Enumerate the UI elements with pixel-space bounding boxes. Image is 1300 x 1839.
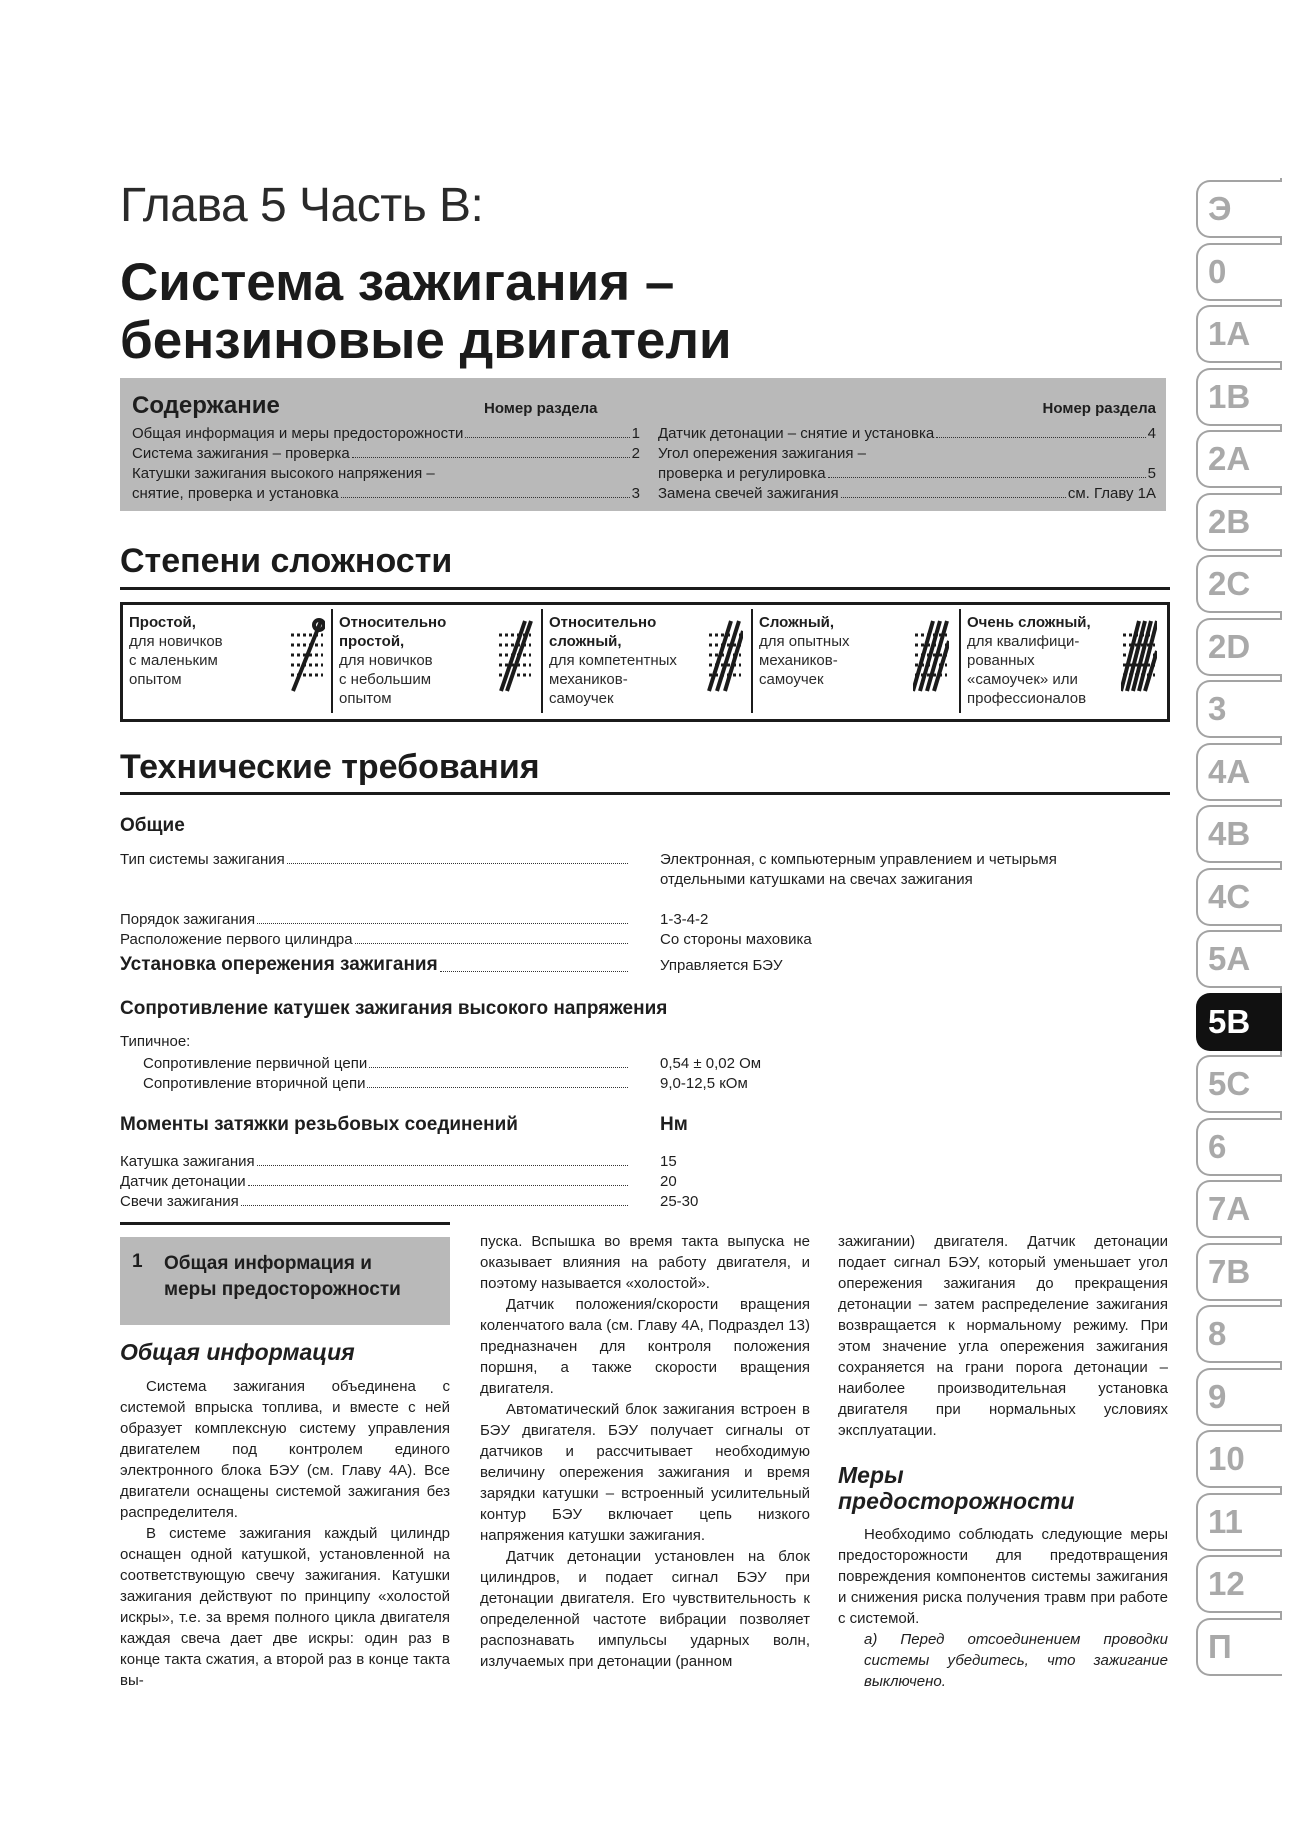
toc-item[interactable]: [132, 462, 640, 482]
difficulty-desc: для новичков: [129, 633, 223, 650]
specs-heading: Технические требования: [120, 748, 540, 786]
difficulty-desc: самоучек: [759, 671, 824, 688]
precautions-heading-line-2: предосторожности: [838, 1488, 1075, 1514]
spec-row: [120, 908, 630, 928]
contents-box: [120, 378, 1166, 511]
spec-value: 15: [660, 1153, 677, 1170]
spec-value: 20: [660, 1173, 677, 1190]
coil-heading: Сопротивление катушек зажигания высокого напряжения: [120, 998, 668, 1019]
toc-item[interactable]: [132, 422, 640, 442]
chapter-tab[interactable]: 4A: [1196, 743, 1282, 801]
difficulty-desc: рованных: [967, 652, 1035, 669]
chapter-tab[interactable]: Э: [1196, 180, 1282, 238]
spec-row: [120, 952, 630, 976]
spec-value: 1-3-4-2: [660, 911, 709, 928]
chapter-tab[interactable]: 2D: [1196, 618, 1282, 676]
torque-unit: Нм: [660, 1114, 688, 1135]
spanner-3-icon: [707, 615, 743, 695]
paragraph: пуска. Вспышка во время такта выпуска не оказывает влияния на работу двигателя, и поэтому называется «холостой».: [480, 1233, 810, 1292]
spec-value: Управляется БЭУ: [660, 957, 783, 974]
difficulty-level-4: [759, 613, 909, 711]
chapter-tab[interactable]: 2B: [1196, 493, 1282, 551]
spec-row: [120, 1190, 630, 1210]
spec-label: Датчик детонации: [120, 1173, 246, 1190]
spec-row: [143, 1052, 630, 1072]
spec-label: Сопротивление вторичной цепи: [143, 1075, 366, 1092]
difficulty-level-2: [339, 613, 489, 711]
section-1-box: [120, 1237, 450, 1325]
chapter-tab[interactable]: 3: [1196, 680, 1282, 738]
section-number: 1: [132, 1251, 143, 1272]
difficulty-level-1: [129, 613, 279, 711]
difficulty-title: Сложный,: [759, 614, 835, 631]
difficulty-desc: для компетентных: [549, 652, 677, 669]
chapter-tab[interactable]: 12: [1196, 1555, 1282, 1613]
toc-item-number: 4: [1147, 425, 1156, 442]
difficulty-desc: профессионалов: [967, 690, 1087, 707]
spec-label: Установка опережения зажигания: [120, 954, 438, 975]
section-title: [164, 1251, 401, 1303]
paragraph: Автоматический блок зажигания встроен в БЭУ двигателя. БЭУ получает сигналы от датчиков и рассчитывает необходимую величину опережения зажигания и время зарядки катушки – встроенный усилительный контур БЭУ включает цепь низкого напряжения катушки зажигания.: [480, 1401, 810, 1544]
text-column-3b: [838, 1524, 1168, 1692]
chapter-tab[interactable]: 7B: [1196, 1243, 1282, 1301]
chapter-tab[interactable]: 9: [1196, 1368, 1282, 1426]
spec-label: Порядок зажигания: [120, 911, 256, 928]
difficulty-title: Относительно сложный,: [549, 614, 657, 650]
toc-item-text: Система зажигания – проверка: [132, 445, 350, 462]
chapter-tab[interactable]: 2C: [1196, 555, 1282, 613]
spec-label: Свечи зажигания: [120, 1193, 239, 1210]
chapter-tab[interactable]: 11: [1196, 1493, 1282, 1551]
paragraph: В системе зажигания каждый цилиндр оснащен одной катушкой, установленной на соответствующую свечу зажигания. Катушки зажигания действуют по принципу «холостой искры», т.е. за время полного цикла двигателя каждая свеча дает две искры: один раз в конце такта сжатия, а второй раз в конце такта вы-: [120, 1525, 450, 1689]
difficulty-desc: с небольшим: [339, 671, 432, 688]
paragraph: а) Перед отсоединением проводки системы убедитесь, что зажигание выключено.: [864, 1631, 1168, 1690]
chapter-tab[interactable]: 6: [1196, 1118, 1282, 1176]
toc-item[interactable]: [132, 442, 640, 462]
paragraph: Датчик положения/скорости вращения коленчатого вала (см. Главу 4А, Подраздел 13) предназначен для контроля положения поршня, а также скорости вращения двигателя.: [480, 1296, 810, 1397]
difficulty-desc: «самоучек» или: [967, 671, 1078, 688]
chapter-tab[interactable]: 8: [1196, 1305, 1282, 1363]
difficulty-desc: опытом: [129, 671, 182, 688]
difficulty-desc: механиков-: [759, 652, 838, 669]
torque-heading: Моменты затяжки резьбовых соединений: [120, 1114, 518, 1135]
spec-label: Катушка зажигания: [120, 1153, 255, 1170]
chapter-tab[interactable]: 5C: [1196, 1055, 1282, 1113]
chapter-tab[interactable]: 4C: [1196, 868, 1282, 926]
toc-item-text: Датчик детонации – снятие и установка: [658, 425, 935, 442]
difficulty-heading: Степени сложности: [120, 542, 453, 580]
toc-item-number: 1: [631, 425, 640, 442]
contents-number-heading-left: Номер раздела: [484, 400, 598, 417]
general-heading: Общие: [120, 815, 185, 836]
chapter-tab[interactable]: 5B: [1196, 993, 1282, 1051]
difficulty-box: [120, 602, 1170, 722]
section-title-line-1: Общая информация и: [164, 1253, 372, 1274]
spanner-1-icon: [289, 615, 325, 695]
difficulty-title: Очень сложный,: [967, 614, 1091, 631]
divider: [120, 1222, 450, 1225]
section-title-line-2: меры предосторожности: [164, 1279, 401, 1300]
toc-item-text: Общая информация и меры предосторожности: [132, 425, 464, 442]
divider: [120, 792, 1170, 795]
toc-item-text: Угол опережения зажигания –: [658, 445, 866, 462]
chapter-tab[interactable]: 4B: [1196, 805, 1282, 863]
paragraph: Система зажигания объединена с системой впрыска топлива, и вместе с ней образует комплексную систему управления двигателем под контролем единого электронного блока БЭУ (см. Главу 4А). Все двигатели оснащены системой зажигания без распределителя.: [120, 1378, 450, 1521]
toc-item-text: снятие, проверка и установка: [132, 485, 339, 502]
spec-value: 9,0-12,5 кОм: [660, 1075, 748, 1092]
difficulty-desc: для опытных: [759, 633, 850, 650]
spec-label: Типичное:: [120, 1033, 191, 1050]
difficulty-desc: для новичков: [339, 652, 433, 669]
chapter-tab[interactable]: 10: [1196, 1430, 1282, 1488]
chapter-tab[interactable]: 1B: [1196, 368, 1282, 426]
contents-heading: Содержание: [132, 392, 280, 419]
title-line-1: Система зажигания –: [120, 253, 675, 312]
divider: [120, 587, 1170, 590]
spanner-2-icon: [497, 615, 533, 695]
spec-value: Электронная, с компьютерным управлением и четырьмя: [660, 851, 1057, 868]
toc-item-text: Катушки зажигания высокого напряжения –: [132, 465, 435, 482]
toc-item[interactable]: [658, 422, 1156, 442]
toc-item-number: 3: [631, 485, 640, 502]
spec-label: Сопротивление первичной цепи: [143, 1055, 368, 1072]
difficulty-level-3: [549, 613, 709, 711]
chapter-tab[interactable]: 1A: [1196, 305, 1282, 363]
chapter-tab[interactable]: 7A: [1196, 1180, 1282, 1238]
text-column-3: [838, 1231, 1168, 1441]
spec-label: Расположение первого цилиндра: [120, 931, 353, 948]
paragraph: зажигании) двигателя. Датчик детонации подает сигнал БЭУ, который уменьшает угол опережения зажигания до прекращения детонации – затем распределение зажигания возвращается к нормальному режиму. При этом значение угла опережения зажигания сохраняется на грани порога детонации – наиболее производительная установка двигателя при нормальных условиях эксплуатации.: [838, 1233, 1168, 1439]
toc-item-number: см. Главу 1А: [1067, 485, 1156, 502]
toc-item[interactable]: [658, 462, 1156, 482]
toc-item[interactable]: [658, 482, 1156, 502]
toc-item-number: 2: [631, 445, 640, 462]
contents-number-heading-right: Номер раздела: [1042, 400, 1156, 417]
toc-item[interactable]: [132, 482, 640, 502]
difficulty-desc: для квалифици-: [967, 633, 1080, 650]
spec-row: [143, 1072, 630, 1092]
general-info-heading: Общая информация: [120, 1339, 355, 1365]
spanner-4-icon: [913, 615, 949, 695]
text-column-1: [120, 1376, 450, 1691]
precautions-heading-line-1: Меры: [838, 1462, 904, 1488]
spanner-5-icon: [1121, 615, 1157, 695]
text-column-2: [480, 1231, 810, 1672]
spec-row: [120, 928, 630, 948]
paragraph: Датчик детонации установлен на блок цилиндров, и подает сигнал БЭУ при детонации двигателя. Его чувствительность к определенной частоте вибрации позволяет распознавать импульсы ударных волн, излучаемых при детонации (ранном: [480, 1548, 810, 1670]
spec-row: [120, 848, 630, 868]
difficulty-desc: опытом: [339, 690, 392, 707]
spec-value: 0,54 ± 0,02 Ом: [660, 1055, 762, 1072]
toc-item[interactable]: [658, 442, 1156, 462]
difficulty-title: Относительно простой,: [339, 614, 447, 650]
toc-item-text: Замена свечей зажигания: [658, 485, 839, 502]
difficulty-title: Простой,: [129, 614, 196, 631]
difficulty-desc: самоучек: [549, 690, 614, 707]
spec-row: [120, 1170, 630, 1190]
precautions-heading: [838, 1462, 1074, 1514]
spec-value: 25-30: [660, 1193, 699, 1210]
spec-value: отдельными катушками на свечах зажигания: [660, 871, 973, 888]
difficulty-level-5: [967, 613, 1117, 711]
spec-label: Тип системы зажигания: [120, 851, 285, 868]
chapter-label: Глава 5 Часть B:: [120, 179, 484, 232]
paragraph: Необходимо соблюдать следующие меры предосторожности для предотвращения повреждения компонентов системы зажигания и снижения риска получения травм при работе с системой.: [838, 1526, 1168, 1627]
chapter-tab[interactable]: 2A: [1196, 430, 1282, 488]
spec-value: Со стороны маховика: [660, 931, 812, 948]
chapter-tab[interactable]: 0: [1196, 243, 1282, 301]
difficulty-desc: с маленьким: [129, 652, 218, 669]
page-title: [120, 254, 732, 370]
chapter-tab[interactable]: П: [1196, 1618, 1282, 1676]
title-line-2: бензиновые двигатели: [120, 311, 732, 370]
difficulty-desc: механиков-: [549, 671, 628, 688]
spec-row: [120, 1150, 630, 1170]
chapter-tab[interactable]: 5A: [1196, 930, 1282, 988]
toc-item-number: 5: [1147, 465, 1156, 482]
toc-item-text: проверка и регулировка: [658, 465, 826, 482]
